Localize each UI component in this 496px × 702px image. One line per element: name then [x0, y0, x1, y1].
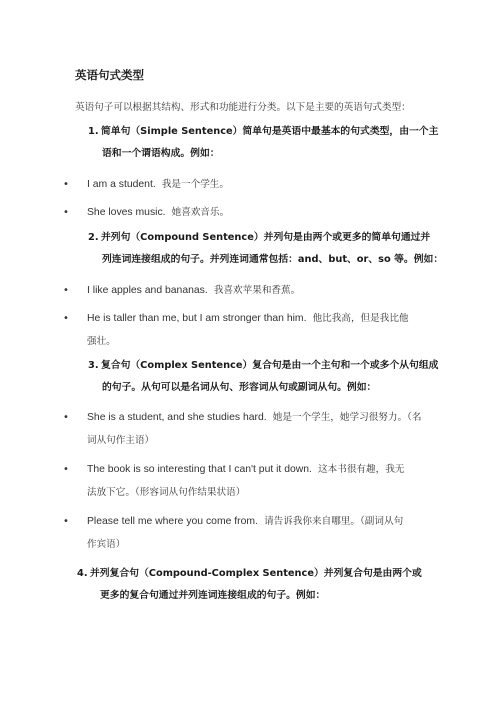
example-english: She loves music.: [87, 207, 166, 218]
section-heading-continuation: 更多的复合句通过并列连词连接组成的句子。例如：: [100, 590, 326, 601]
section-number: 1.: [88, 126, 99, 137]
section-heading-continuation: 列连词连接组成的句子。并列连词通常包括：and、but、or、so 等。例如：: [102, 254, 444, 265]
example-translation: 我喜欢苹果和香蕉。: [213, 285, 301, 296]
section-heading-complex: [88, 355, 438, 399]
section-heading-line: 并列句（Compound Sentence）并列句是由两个或更多的简单句通过并: [101, 232, 431, 243]
document-title: 英语句式类型: [75, 68, 144, 82]
example-english: I am a student.: [87, 179, 156, 190]
example-bullet: [63, 201, 432, 224]
section-heading-continuation: 的句子。从句可以是名词从句、形容词从句或副词从句。例如：: [102, 382, 377, 393]
section-heading-line: 复合句（Complex Sentence）复合句是由一个主句和一个或多个从句组成: [101, 360, 439, 371]
example-english: She is a student, and she studies hard.: [87, 412, 267, 423]
section-heading-compound: [88, 227, 443, 271]
example-translation: 她喜欢音乐。: [171, 207, 230, 218]
example-translation: 我是一个学生。: [161, 179, 229, 190]
section-number: 4.: [77, 568, 88, 579]
section-heading-line: 简单句（Simple Sentence）简单句是英语中最基本的句式类型，由一个主: [101, 126, 439, 137]
example-bullet: [63, 279, 432, 302]
example-english: He is taller than me, but I am stronger than him.: [87, 313, 307, 324]
bullet-dot-icon: •: [63, 516, 69, 527]
section-heading-continuation: 语和一个谓语构成。例如：: [102, 148, 220, 159]
example-bullet: [63, 458, 432, 504]
section-number: 2.: [88, 232, 99, 243]
bullet-dot-icon: •: [63, 285, 69, 296]
section-number: 3.: [88, 360, 99, 371]
bullet-dot-icon: •: [63, 179, 69, 190]
bullet-dot-icon: •: [63, 464, 69, 475]
example-bullet: [63, 173, 432, 196]
example-english: I like apples and bananas.: [87, 285, 208, 296]
example-bullet: [63, 510, 432, 556]
example-bullet: [63, 307, 432, 353]
example-translation: 她是一个学生，她学习很努力。（名: [272, 412, 422, 423]
example-translation-continuation: 强壮。: [87, 336, 116, 347]
example-translation: 请告诉我你来自哪里。（副词从句: [264, 516, 404, 527]
section-heading-compound-complex: [77, 563, 422, 607]
bullet-dot-icon: •: [63, 412, 69, 423]
bullet-dot-icon: •: [63, 313, 69, 324]
section-heading-line: 并列复合句（Compound-Complex Sentence）并列复合句是由两个或: [90, 568, 422, 579]
example-bullet: [63, 406, 432, 452]
example-english: Please tell me where you come from.: [87, 516, 258, 527]
example-translation: 他比我高，但是我比他: [312, 313, 409, 324]
example-translation-continuation: 词从句作主语）: [87, 435, 155, 446]
example-translation: 这本书很有趣，我无: [318, 464, 405, 475]
bullet-dot-icon: •: [63, 207, 69, 218]
section-heading-simple: [88, 121, 438, 165]
example-translation-continuation: 作宾语）: [87, 539, 126, 550]
example-translation-continuation: 法放下它。（形容词从句作结果状语）: [87, 487, 246, 498]
example-english: The book is so interesting that I can't put it down.: [87, 464, 312, 475]
intro-paragraph: 英语句子可以根据其结构、形式和功能进行分类。以下是主要的英语句式类型：: [75, 102, 411, 113]
